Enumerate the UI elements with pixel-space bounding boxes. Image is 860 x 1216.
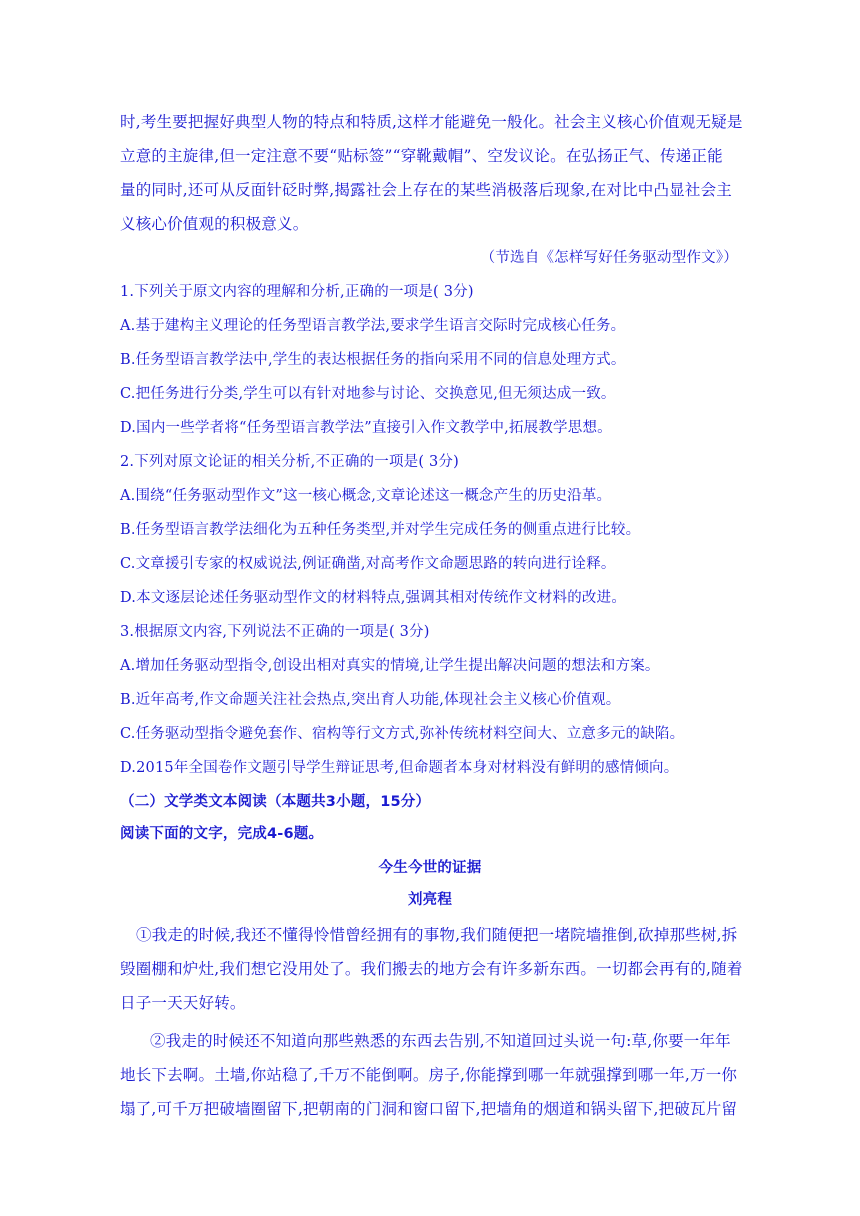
question-option: A.增加任务驱动型指令,创设出相对真实的情境,让学生提出解决问题的想法和方案。 [120, 658, 660, 674]
source-citation: （节选自《怎样写好任务驱动型作文》） [480, 250, 738, 266]
question-option: B.任务型语言教学法细化为五种任务类型,并对学生完成任务的侧重点进行比较。 [120, 522, 641, 538]
question-option: A.围绕“任务驱动型作文”这一核心概念,文章论述这一概念产生的历史沿革。 [120, 488, 612, 504]
question-option: A.基于建构主义理论的任务型语言教学法,要求学生语言交际时完成核心任务。 [120, 318, 626, 334]
paragraph-line: 日子一天天好转。 [120, 994, 246, 1012]
question-option: B.近年高考,作文命题关注社会热点,突出育人功能,体现社会主义核心价值观。 [120, 692, 621, 708]
passage-line: 立意的主旋律,但一定注意不要“贴标签”“穿靴戴帽”、空发议论。在弘扬正气、传递正能 [120, 147, 723, 165]
passage-line: 义核心价值观的积极意义。 [120, 215, 309, 233]
question-option: B.任务型语言教学法中,学生的表达根据任务的指向采用不同的信息处理方式。 [120, 352, 626, 368]
passage-line: 时,考生要把握好典型人物的特点和特质,这样才能避免一般化。社会主义核心价值观无疑是 [120, 113, 743, 131]
paragraph-line: 地长下去啊。土墙,你站稳了,千万不能倒啊。房子,你能撑到哪一年就强撑到哪一年,万一你 [120, 1066, 738, 1084]
paragraph-line: ②我走的时候还不知道向那些熟悉的东西去告别,不知道回过头说一句:草,你要一年年 [150, 1032, 731, 1050]
question-option: C.把任务进行分类,学生可以有针对地参与讨论、交换意见,但无须达成一致。 [120, 386, 616, 402]
question-option: C.文章援引专家的权威说法,例证确凿,对高考作文命题思路的转向进行诠释。 [120, 556, 616, 572]
article-title: 今生今世的证据 [378, 860, 482, 876]
question-option: D.本文逐层论述任务驱动型作文的材料特点,强调其相对传统作文材料的改进。 [120, 590, 627, 606]
question-stem: 1.下列关于原文内容的理解和分析,正确的一项是( 3分) [120, 284, 474, 300]
section-heading: （二）文学类文本阅读（本题共3小题，15分） [120, 794, 431, 810]
question-stem: 3.根据原文内容,下列说法不正确的一项是( 3分) [120, 624, 430, 640]
paragraph-line: 塌了,可千万把破墙圈留下,把朝南的门洞和窗口留下,把墙角的烟道和锅头留下,把破瓦片留 [120, 1100, 738, 1118]
passage-line: 量的同时,还可从反面针砭时弊,揭露社会上存在的某些消极落后现象,在对比中凸显社会主 [120, 181, 732, 199]
question-option: D.2015年全国卷作文题引导学生辩证思考,但命题者本身对材料没有鲜明的感情倾向。 [120, 760, 679, 776]
question-option: C.任务驱动型指令避免套作、宿构等行文方式,弥补传统材料空间大、立意多元的缺陷。 [120, 726, 685, 742]
question-stem: 2.下列对原文论证的相关分析,不正确的一项是( 3分) [120, 454, 459, 470]
question-option: D.国内一些学者将“任务型语言教学法”直接引入作文教学中,拓展教学思想。 [120, 420, 612, 436]
article-author: 刘亮程 [407, 892, 453, 908]
reading-instruction: 阅读下面的文字，完成4-6题。 [120, 826, 324, 842]
paragraph-line: ①我走的时候,我还不懂得怜惜曾经拥有的事物,我们随便把一堵院墙推倒,砍掉那些树,拆 [136, 926, 738, 944]
paragraph-line: 毁圈棚和炉灶,我们想它没用处了。我们搬去的地方会有许多新东西。一切都会再有的,随着 [120, 960, 743, 978]
